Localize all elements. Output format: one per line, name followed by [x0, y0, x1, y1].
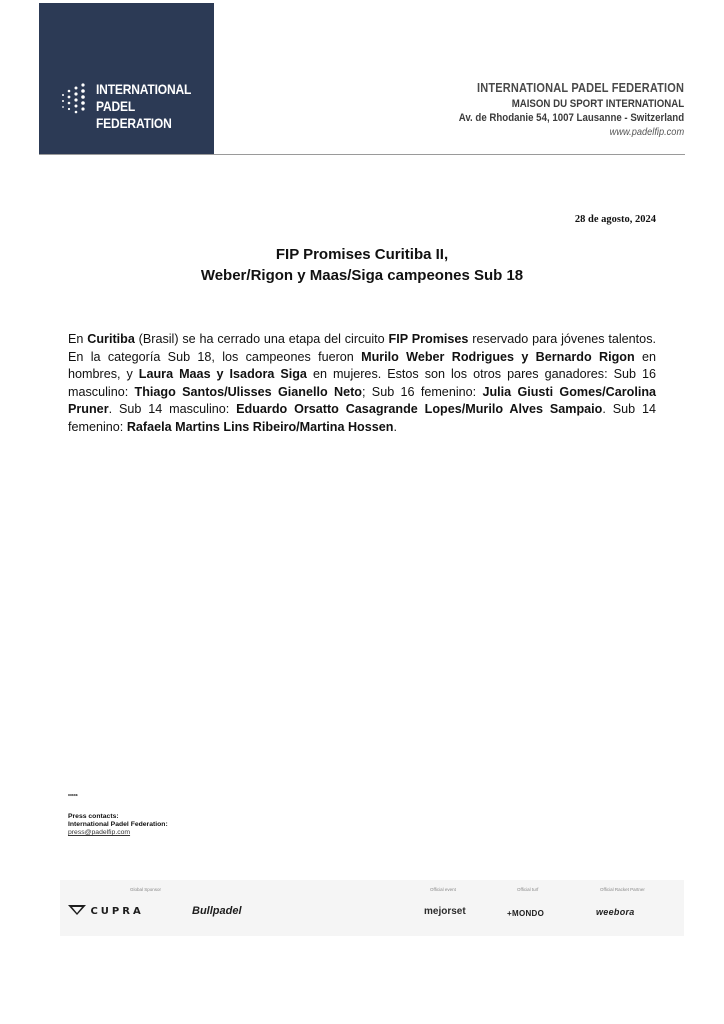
- body-bold: FIP Promises: [388, 332, 469, 346]
- cupra-emblem-icon: [68, 904, 86, 916]
- body-bold: Thiago Santos/Ulisses Gianello Neto: [134, 384, 362, 399]
- press-email-link[interactable]: press@padelfip.com: [68, 829, 131, 836]
- press-release-title: [0, 244, 724, 286]
- mondo-logo: [507, 903, 544, 921]
- logo-line-2: PADEL: [96, 98, 136, 114]
- body-text: . Sub 14 femenino:: [68, 402, 657, 434]
- title-line-1: FIP Promises Curitiba II,: [275, 246, 449, 263]
- org-name: INTERNATIONAL PADEL FEDERATION: [476, 81, 684, 95]
- sponsor-caption-global: Global Sponsor: [130, 887, 162, 892]
- padel-ball-icon: [59, 81, 87, 115]
- mondo-wordmark: MONDO: [511, 909, 545, 918]
- press-contacts: [68, 813, 168, 837]
- bullpadel-logo: [192, 901, 242, 919]
- press-contacts-label: Press contacts:: [68, 813, 119, 820]
- title-line-2: Weber/Rigon y Maas/Siga campeones Sub 18: [200, 267, 524, 284]
- sponsor-caption-event: Official event: [430, 887, 456, 892]
- body-text: en hombres, y: [68, 349, 656, 382]
- body-text: en mujeres. Estos son los otros pares ganadores: Sub 16 masculino:: [68, 367, 656, 399]
- organization-address: [459, 80, 684, 139]
- body-bold: Curitiba: [87, 332, 135, 346]
- weebora-wordmark: weebora: [596, 907, 635, 917]
- body-bold: Eduardo Orsatto Casagrande Lopes/Murilo Alves Sampaio: [236, 402, 603, 417]
- fip-logo-block: [39, 3, 214, 154]
- header-divider: [39, 154, 685, 155]
- section-separator: *****: [68, 794, 78, 800]
- mejorset-logo: [424, 901, 466, 919]
- body-bold: Julia Giusti Gomes/Carolina Pruner: [68, 384, 657, 417]
- body-text: En: [68, 332, 88, 346]
- body-text: ; Sub 16 femenino:: [361, 384, 483, 399]
- fip-logo-text: [96, 81, 191, 132]
- logo-line-3: FEDERATION: [96, 115, 172, 131]
- bullpadel-wordmark: Bullpadel: [192, 905, 242, 917]
- org-website-link[interactable]: www.padelfip.com: [609, 126, 684, 138]
- sponsor-strip: [60, 880, 684, 936]
- mondo-mark-icon: +: [507, 909, 512, 918]
- press-release-body: [68, 331, 656, 437]
- body-bold: Laura Maas y Isadora Siga: [138, 367, 307, 382]
- org-street: Av. de Rhodanie 54, 1007 Lausanne - Switzerland: [458, 112, 684, 124]
- press-contacts-org: International Padel Federation:: [68, 821, 168, 828]
- body-bold: Rafaela Martins Lins Ribeiro/Martina Hossen: [126, 419, 394, 434]
- body-text: .: [393, 419, 397, 434]
- body-text: . Sub 14 masculino:: [108, 402, 237, 417]
- cupra-wordmark: CUPRA: [90, 906, 144, 917]
- logo-line-1: INTERNATIONAL: [96, 81, 192, 97]
- sponsor-caption-turf: Official turf: [517, 887, 539, 892]
- weebora-logo: [596, 902, 635, 920]
- body-text: reservado para jóvenes talentos. En la categoría Sub 18, los campeones fueron: [68, 332, 656, 364]
- mejorset-wordmark: mejorset: [424, 906, 466, 917]
- sponsor-caption-racket: Official Racket Partner: [600, 887, 645, 892]
- document-date: 28 de agosto, 2024: [574, 214, 656, 225]
- body-bold: Murilo Weber Rodrigues y Bernardo Rigon: [361, 349, 635, 364]
- cupra-logo: [68, 901, 144, 919]
- body-text: (Brasil) se ha cerrado una etapa del circuito: [134, 332, 389, 346]
- org-building: MAISON DU SPORT INTERNATIONAL: [511, 98, 684, 110]
